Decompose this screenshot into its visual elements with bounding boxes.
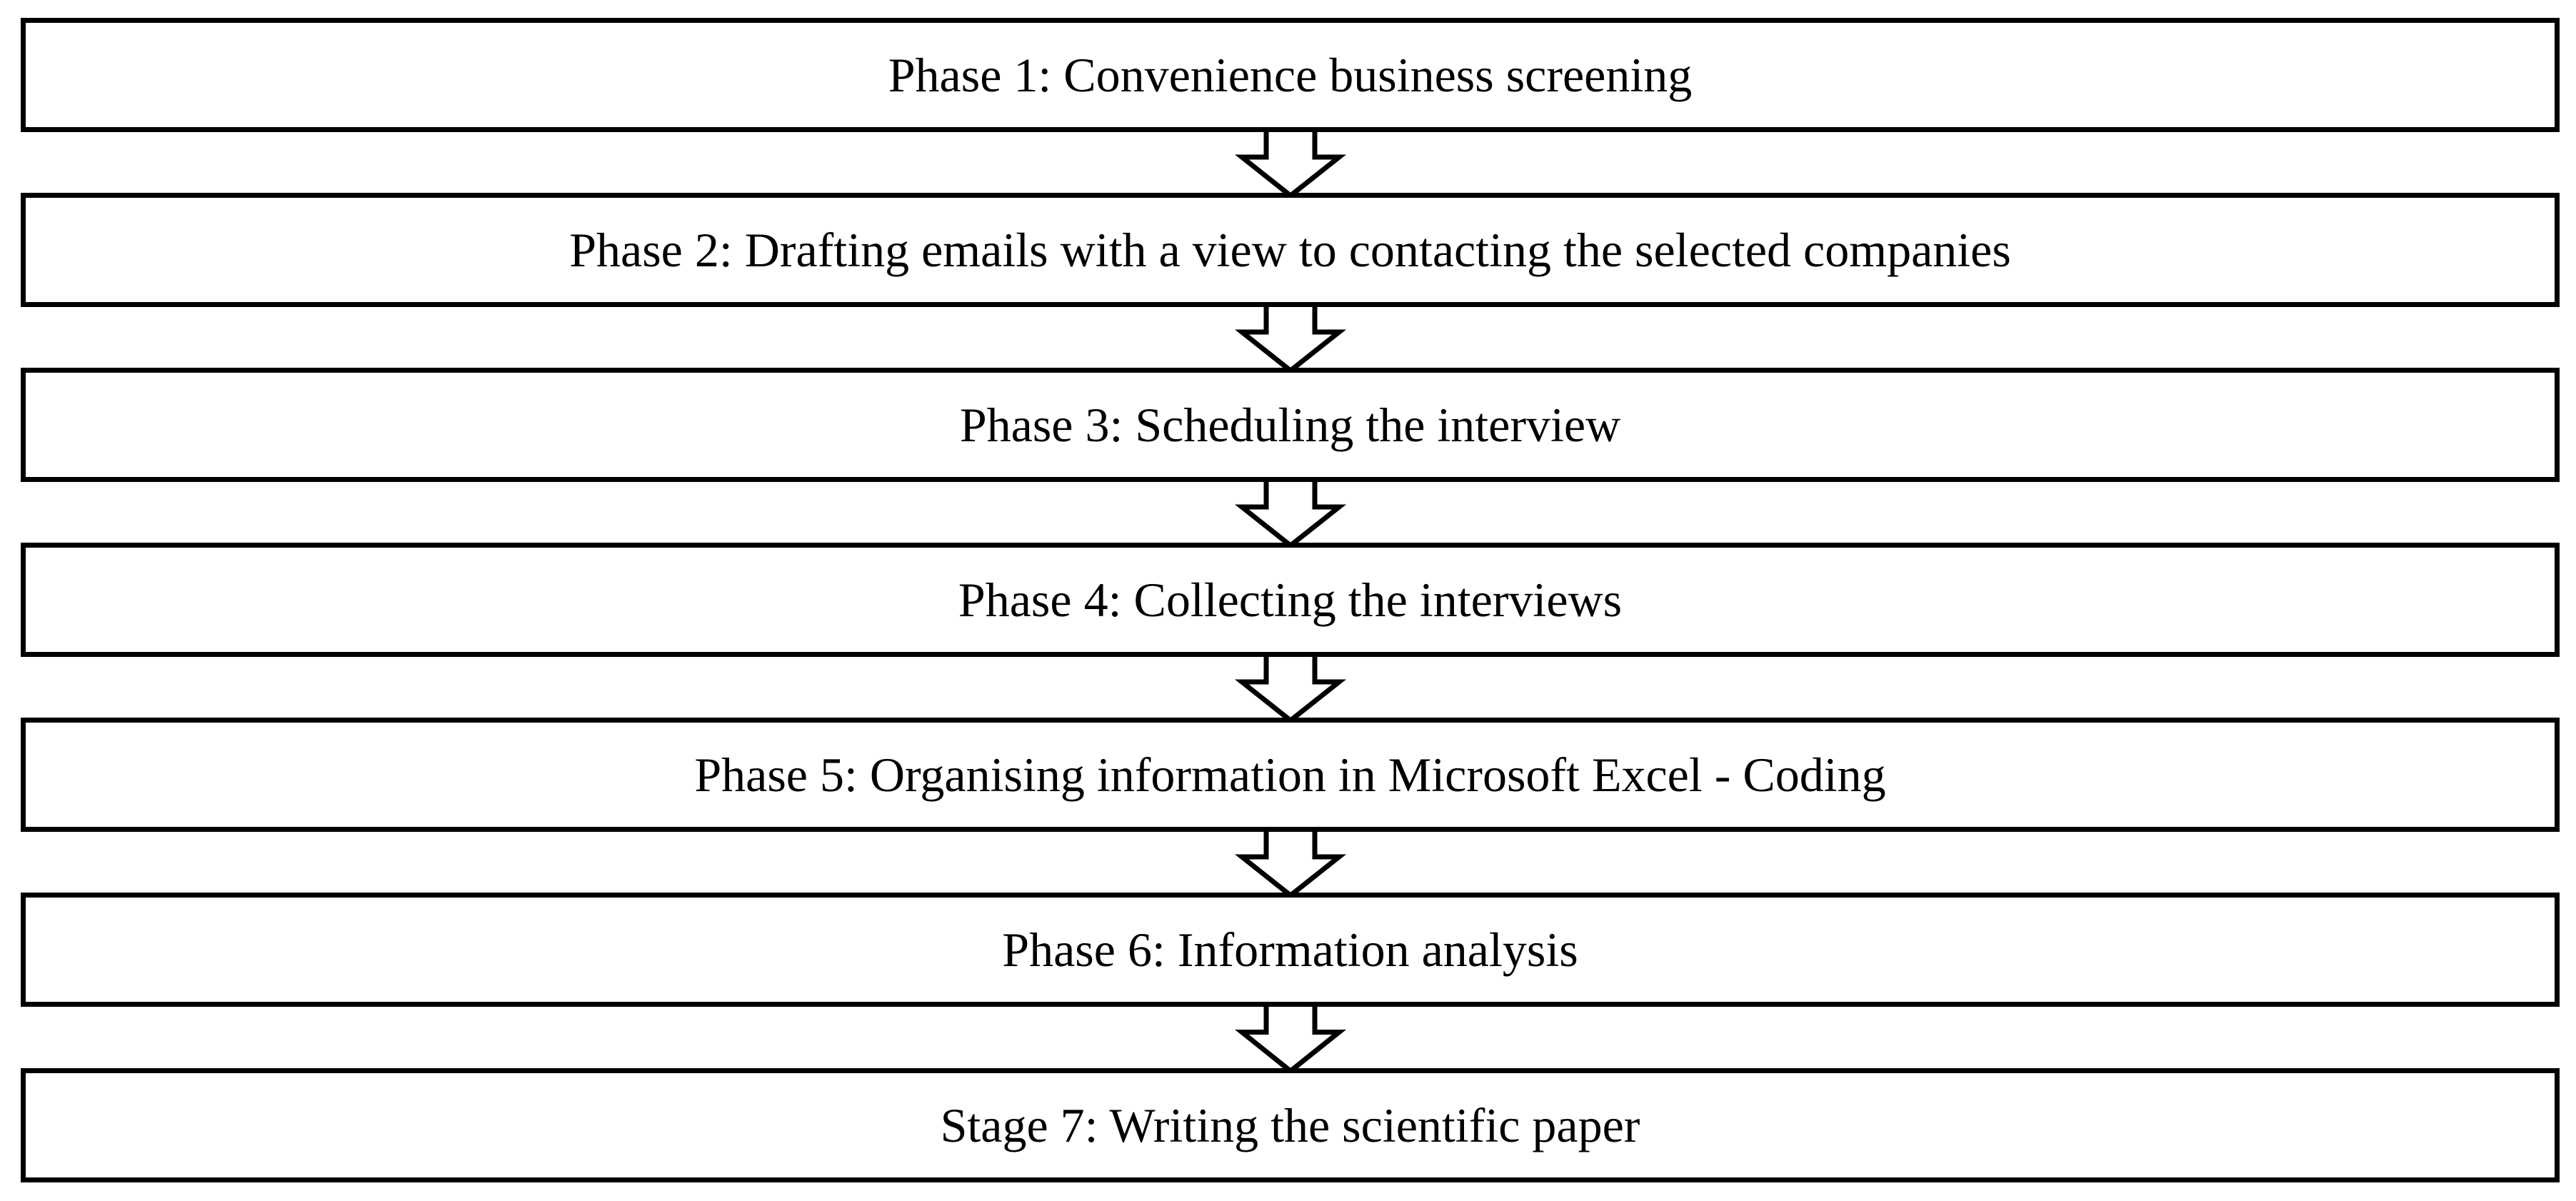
phase-1-box (21, 18, 2560, 132)
arrow-6-to-7 (1242, 1004, 1339, 1071)
stage-7-label: Stage 7: Writing the scientific paper (940, 1098, 1640, 1152)
arrow-3-to-4 (1242, 479, 1339, 546)
arrow-1-to-2 (1242, 129, 1339, 196)
phase-6-label: Phase 6: Information analysis (1002, 923, 1578, 977)
phase-4-label: Phase 4: Collecting the interviews (958, 573, 1623, 627)
arrow-4-to-5 (1242, 654, 1339, 720)
arrow-2-to-3 (1242, 304, 1339, 371)
phase-6-box (21, 893, 2560, 1007)
phase-4-box (21, 543, 2560, 657)
stage-7-box (21, 1068, 2560, 1182)
phase-5-label: Phase 5: Organising information in Microsoft Excel - Coding (694, 748, 1886, 802)
phase-5-box (21, 718, 2560, 832)
phase-3-label: Phase 3: Scheduling the interview (959, 398, 1621, 452)
phase-1-label: Phase 1: Convenience business screening (888, 48, 1693, 102)
phase-2-label: Phase 2: Drafting emails with a view to contacting the selected companies (569, 223, 2011, 277)
phase-2-box (21, 193, 2560, 307)
arrow-5-to-6 (1242, 829, 1339, 895)
phase-3-box (21, 368, 2560, 482)
